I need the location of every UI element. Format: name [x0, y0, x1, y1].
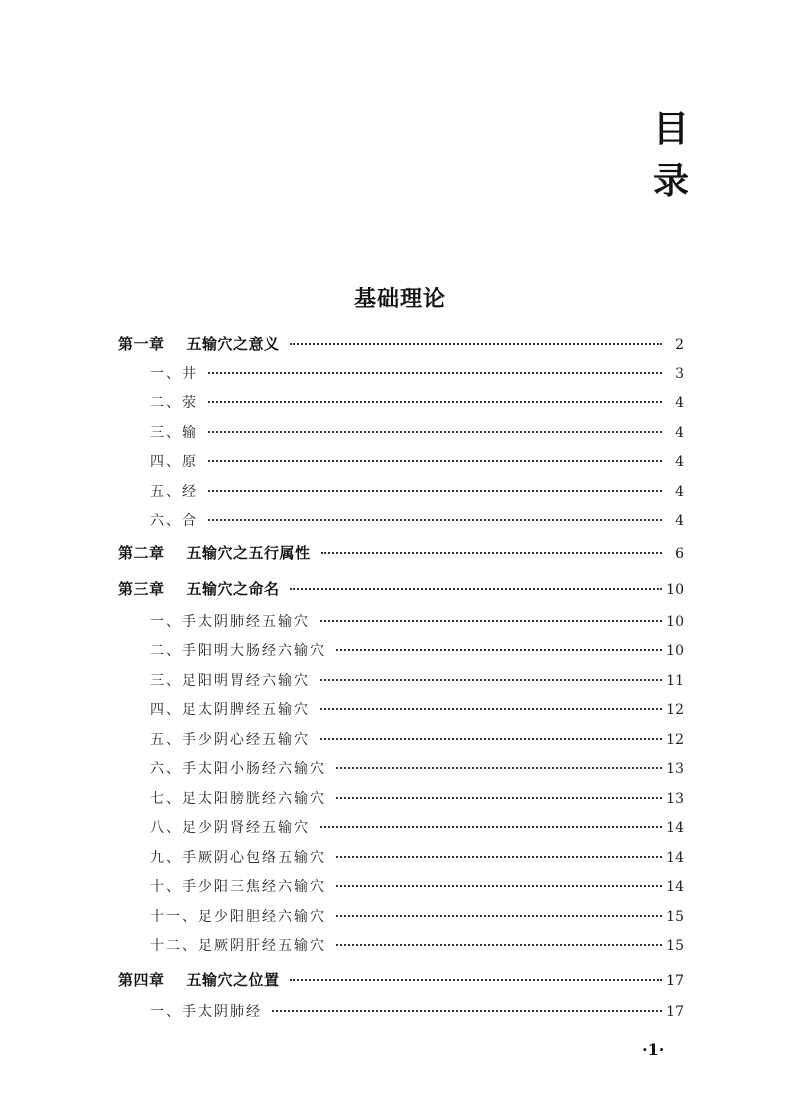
dot-leader — [208, 401, 662, 403]
page-number: 12 — [666, 702, 684, 718]
toc-entry-row[interactable] — [118, 419, 684, 449]
page-number: 14 — [666, 849, 684, 866]
chapter-label — [118, 575, 280, 605]
page-number: 3 — [675, 365, 684, 382]
dot-leader — [272, 1010, 662, 1012]
toc-chapter-row[interactable] — [118, 575, 684, 605]
toc-entry-row[interactable] — [118, 507, 684, 537]
page-number: 15 — [666, 908, 684, 925]
dot-leader — [208, 519, 662, 521]
page-number: 6 — [675, 545, 684, 562]
page-number: 10 — [666, 613, 684, 630]
dot-leader — [336, 797, 662, 799]
page-folio: ·1· — [642, 1040, 665, 1059]
dot-leader — [208, 490, 662, 492]
entry-title: 四、足太阴脾经五输穴 — [150, 702, 310, 718]
section-title: 基础理论 — [353, 287, 446, 312]
page-number: 4 — [675, 483, 684, 500]
entry-title: 三、足阳明胃经六输穴 — [150, 672, 310, 689]
chapter-title: 五输穴之位置 — [186, 970, 280, 989]
toc-entry-row[interactable] — [118, 932, 684, 962]
chapter-number: 第四章 — [118, 970, 165, 989]
chapter-number: 第二章 — [118, 543, 165, 562]
entry-title: 八、足少阴肾经五输穴 — [150, 820, 310, 836]
toc-heading-char-1: 目 — [652, 109, 689, 150]
page-number: 4 — [675, 424, 684, 441]
page-number: 14 — [666, 879, 684, 895]
dot-leader — [208, 372, 662, 374]
dot-leader — [320, 738, 662, 740]
dot-leader — [208, 460, 662, 462]
toc-entry-row[interactable] — [118, 667, 684, 697]
page-number: 17 — [666, 1004, 684, 1020]
chapter-label — [118, 539, 311, 569]
entry-title: 五、手少阴心经五输穴 — [150, 731, 310, 748]
entry-title: 六、合 — [150, 513, 198, 529]
chapter-title: 五输穴之意义 — [186, 335, 280, 353]
dot-leader — [336, 885, 662, 887]
dot-leader — [336, 944, 662, 946]
dot-leader — [290, 588, 662, 590]
toc-heading — [648, 104, 694, 208]
toc-entry-row[interactable] — [118, 814, 684, 844]
chapter-title: 五输穴之五行属性 — [186, 543, 311, 562]
dot-leader — [336, 915, 662, 917]
entry-title: 一、井 — [150, 365, 198, 382]
toc-entry-row[interactable] — [118, 608, 684, 638]
toc-entry-row[interactable] — [118, 696, 684, 726]
entry-title: 九、手厥阴心包络五输穴 — [150, 849, 326, 866]
dot-leader — [321, 552, 662, 554]
toc-entry-row[interactable] — [118, 448, 684, 478]
page-number: 10 — [666, 582, 684, 598]
toc-heading-char-2: 录 — [652, 161, 689, 202]
toc-chapter-row[interactable] — [118, 330, 684, 360]
toc-entry-row[interactable] — [118, 844, 684, 874]
page-number: 2 — [675, 337, 684, 353]
page-number: 4 — [675, 454, 684, 470]
entry-title: 十二、足厥阴肝经五输穴 — [150, 938, 326, 954]
page-number: 4 — [675, 513, 684, 529]
dot-leader — [320, 708, 662, 710]
page-number: 15 — [666, 938, 684, 954]
chapter-label — [118, 330, 280, 360]
chapter-number: 第三章 — [118, 580, 165, 598]
page-number: 10 — [666, 643, 684, 659]
dot-leader — [320, 620, 662, 622]
entry-title: 五、经 — [150, 483, 198, 500]
toc-entry-row[interactable] — [118, 785, 684, 815]
toc-entry-row[interactable] — [118, 637, 684, 667]
toc-entry-row[interactable] — [118, 903, 684, 933]
page-number: 17 — [666, 972, 684, 989]
entry-title: 十一、足少阳胆经六输穴 — [150, 908, 326, 925]
toc-entry-row[interactable] — [118, 873, 684, 903]
toc-list — [118, 330, 684, 1028]
dot-leader — [290, 979, 662, 981]
page-number: 14 — [666, 820, 684, 836]
dot-leader — [336, 649, 662, 651]
dot-leader — [320, 679, 662, 681]
toc-entry-row[interactable] — [118, 389, 684, 419]
page-number: 12 — [666, 731, 684, 748]
entry-title: 六、手太阳小肠经六输穴 — [150, 761, 326, 777]
toc-entry-row[interactable] — [118, 755, 684, 785]
entry-title: 七、足太阳膀胱经六输穴 — [150, 790, 326, 807]
page-number: 13 — [666, 790, 684, 807]
page-number: 4 — [675, 395, 684, 411]
entry-title: 二、荥 — [150, 395, 198, 411]
toc-entry-row[interactable] — [118, 478, 684, 508]
dot-leader — [336, 856, 662, 858]
dot-leader — [336, 767, 662, 769]
toc-entry-row[interactable] — [118, 360, 684, 390]
dot-leader — [290, 343, 662, 345]
page-number: 13 — [666, 761, 684, 777]
page-number: 11 — [666, 672, 684, 689]
entry-title: 十、手少阳三焦经六输穴 — [150, 879, 326, 895]
entry-title: 一、手太阴肺经 — [150, 1004, 262, 1020]
dot-leader — [208, 431, 662, 433]
toc-chapter-row[interactable] — [118, 539, 684, 569]
toc-chapter-row[interactable] — [118, 966, 684, 996]
entry-title: 四、原 — [150, 454, 198, 470]
entry-title: 一、手太阴肺经五输穴 — [150, 613, 310, 630]
toc-entry-row[interactable] — [118, 998, 684, 1028]
chapter-number: 第一章 — [118, 335, 165, 353]
toc-entry-row[interactable] — [118, 726, 684, 756]
entry-title: 二、手阳明大肠经六输穴 — [150, 643, 326, 659]
chapter-title: 五输穴之命名 — [186, 580, 280, 598]
dot-leader — [320, 826, 662, 828]
entry-title: 三、输 — [150, 424, 198, 441]
chapter-label — [118, 966, 280, 996]
